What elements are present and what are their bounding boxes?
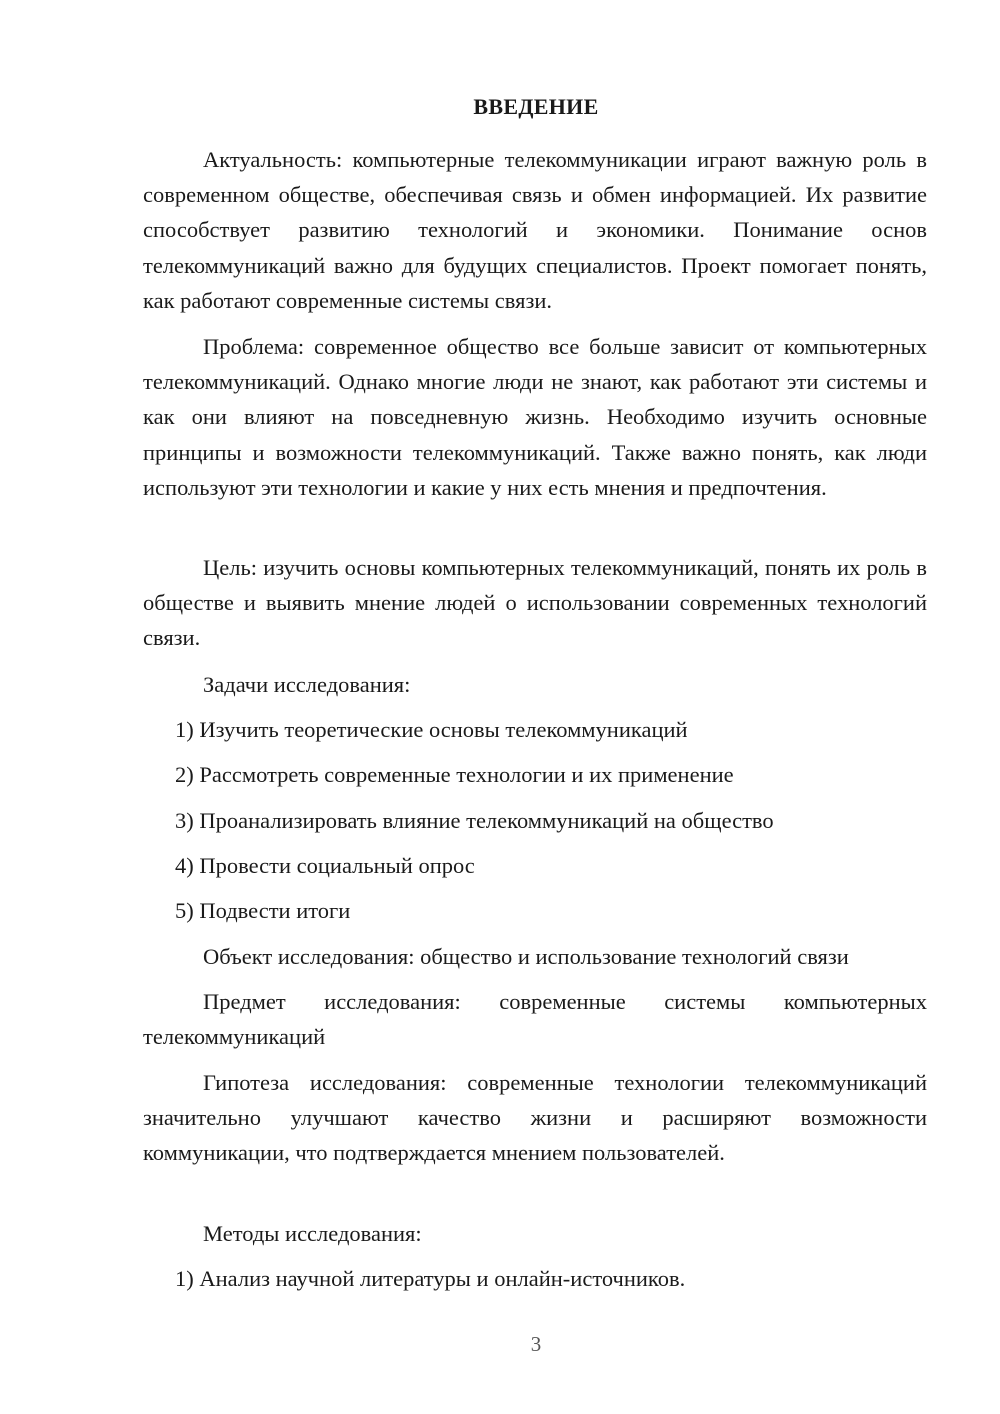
task-item: 3) Проанализировать влияние телекоммуникаций на общество <box>175 808 774 833</box>
paragraph-object: Объект исследования: общество и использование технологий связи <box>203 944 849 969</box>
task-item: 4) Провести социальный опрос <box>175 853 475 878</box>
page-number: 3 <box>530 1332 542 1356</box>
paragraph-subject: Предмет исследования: современные системы компьютерных телекоммуникаций <box>143 989 927 1050</box>
paragraph-problem: Проблема: современное общество все больше зависит от компьютерных телекоммуникаций. Однако многие люди не знают, как работают эти системы и как они влияют на повседневную жизнь. Необходимо изучить основные принципы и возможности телекоммуникаций. Также важно понять, как люди используют эти технологии и какие у них есть мнения и предпочтения. <box>143 334 927 500</box>
methods-heading: Методы исследования: <box>203 1221 422 1246</box>
page-title: ВВЕДЕНИЕ <box>473 94 599 119</box>
method-item: 1) Анализ научной литературы и онлайн-источников. <box>175 1266 686 1291</box>
task-item: 1) Изучить теоретические основы телекоммуникаций <box>175 717 688 742</box>
paragraph-hypothesis: Гипотеза исследования: современные технологии телекоммуникаций значительно улучшают качество жизни и расширяют возможности коммуникации, что подтверждается мнением пользователей. <box>143 1070 927 1166</box>
tasks-heading: Задачи исследования: <box>203 672 411 697</box>
task-item: 5) Подвести итоги <box>175 898 351 923</box>
task-item: 2) Рассмотреть современные технологии и их применение <box>175 762 734 787</box>
paragraph-relevance: Актуальность: компьютерные телекоммуникации играют важную роль в современном обществе, обеспечивая связь и обмен информацией. Их развитие способствует развитию технологий и экономики. Понимание основ телекоммуникаций важно для будущих специалистов. Проект помогает понять, как работают современные системы связи. <box>143 147 927 313</box>
paragraph-goal: Цель: изучить основы компьютерных телекоммуникаций, понять их роль в обществе и выявить мнение людей о использовании современных технологий связи. <box>143 555 927 651</box>
